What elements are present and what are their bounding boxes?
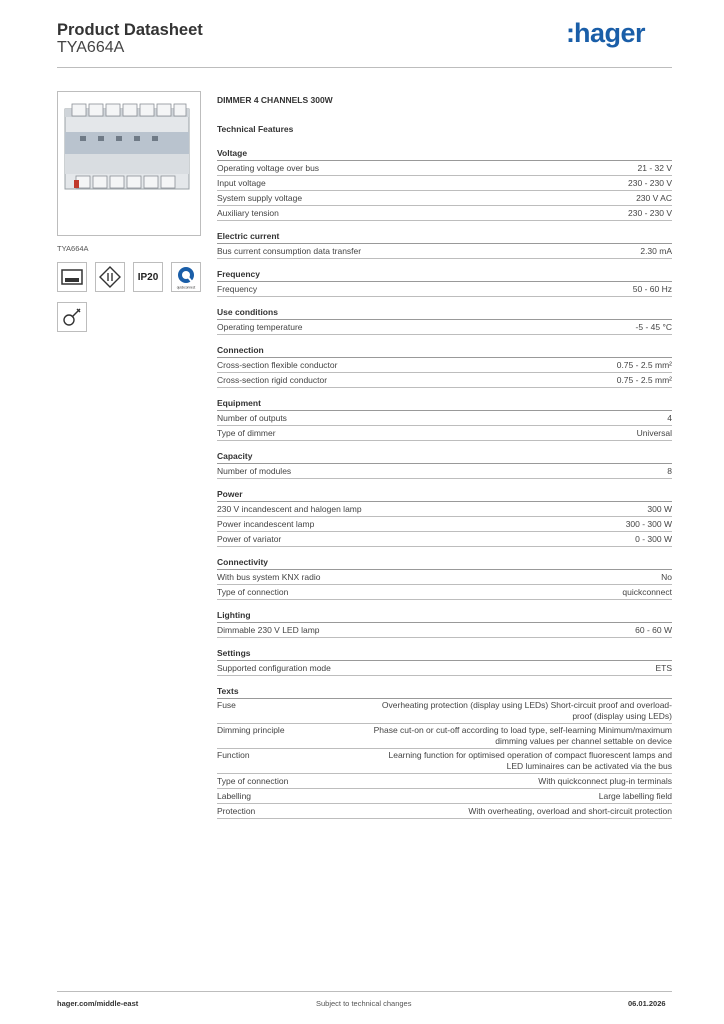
class-ii-insulation-icon: [95, 262, 125, 292]
spec-value: 230 V AC: [636, 193, 672, 203]
header-divider: [57, 67, 672, 68]
spec-label: Dimmable 230 V LED lamp: [217, 625, 320, 635]
spec-row: [217, 749, 672, 774]
spec-section: [217, 230, 672, 259]
spec-section: [217, 647, 672, 676]
spec-value: 300 W: [647, 504, 672, 514]
spec-value: 300 - 300 W: [625, 519, 672, 529]
spec-value: No: [661, 572, 672, 582]
spec-label: Number of outputs: [217, 413, 287, 423]
footer-divider: [57, 991, 672, 992]
spec-row: [217, 570, 672, 585]
features-heading: Technical Features: [217, 124, 294, 134]
spec-row: [217, 804, 672, 819]
dimmer-device-icon: [58, 92, 200, 235]
section-title: Capacity: [217, 450, 672, 464]
spec-label: Labelling: [217, 791, 252, 801]
spec-value: 8: [667, 466, 672, 476]
spec-label: Type of connection: [217, 776, 289, 786]
spec-value: 230 - 230 V: [628, 208, 672, 218]
spec-row: [217, 502, 672, 517]
product-image-label: TYA664A: [57, 244, 89, 253]
spec-label: Power of variator: [217, 534, 282, 544]
spec-section: [217, 147, 672, 221]
spec-label: Power incandescent lamp: [217, 519, 315, 529]
footer-notice: Subject to technical changes: [316, 999, 412, 1008]
spec-row: [217, 774, 672, 789]
spec-value: With overheating, overload and short-circuit protection: [468, 806, 672, 816]
spec-row: [217, 517, 672, 532]
spec-row: [217, 585, 672, 600]
spec-section: [217, 268, 672, 297]
spec-row: [217, 206, 672, 221]
spec-row: [217, 373, 672, 388]
hager-logo: [566, 18, 645, 49]
spec-value: 21 - 32 V: [637, 163, 672, 173]
spec-value: 60 - 60 W: [635, 625, 672, 635]
spec-value: Universal: [636, 428, 672, 438]
spec-label: Dimming principle: [217, 725, 285, 735]
spec-section: [217, 306, 672, 335]
spec-row: [217, 426, 672, 441]
spec-value: 0 - 300 W: [635, 534, 672, 544]
spec-value: With quickconnect plug-in terminals: [538, 776, 672, 786]
spec-value: 230 - 230 V: [628, 178, 672, 188]
section-title: Use conditions: [217, 306, 672, 320]
spec-value: Large labelling field: [598, 791, 672, 801]
spec-section: [217, 556, 672, 600]
quickconnect-label: quickconnect: [176, 285, 196, 290]
spec-label: With bus system KNX radio: [217, 572, 321, 582]
spec-row: [217, 176, 672, 191]
spec-row: [217, 699, 672, 724]
spec-row: [217, 161, 672, 176]
spec-section: [217, 344, 672, 388]
spec-label: Type of dimmer: [217, 428, 276, 438]
logo-colon: :: [566, 18, 574, 48]
spec-section: [217, 685, 672, 819]
spec-row: [217, 661, 672, 676]
spec-row: [217, 411, 672, 426]
spec-label: Input voltage: [217, 178, 266, 188]
product-name: DIMMER 4 CHANNELS 300W: [217, 95, 333, 105]
technical-specifications: [217, 95, 672, 828]
spec-label: System supply voltage: [217, 193, 303, 203]
spec-section: [217, 397, 672, 441]
spec-label: Number of modules: [217, 466, 292, 476]
spec-row: [217, 464, 672, 479]
spec-value: ETS: [655, 663, 672, 673]
ip20-label: IP20: [137, 271, 159, 283]
spec-value: Phase cut-on or cut-off according to load type, self-learning Minimum/maximum dimming values per channel settable on device: [373, 725, 672, 746]
spec-row: [217, 244, 672, 259]
spec-value: 2.30 mA: [640, 246, 672, 256]
product-image: [57, 91, 201, 236]
spec-value: -5 - 45 °C: [635, 322, 672, 332]
spec-label: Frequency: [217, 284, 258, 294]
spec-value: quickconnect: [622, 587, 672, 597]
spec-row: [217, 320, 672, 335]
spec-value: 4: [667, 413, 672, 423]
spec-label: Type of connection: [217, 587, 289, 597]
section-title: Settings: [217, 647, 672, 661]
ip20-badge: [133, 262, 163, 292]
spec-row: [217, 532, 672, 547]
knx-certification-icon: [57, 262, 87, 292]
spec-value: 0.75 - 2.5 mm²: [616, 360, 672, 370]
product-reference: TYA664A: [57, 39, 125, 56]
spec-row: [217, 724, 672, 749]
spec-section: [217, 450, 672, 479]
footer-date: 06.01.2026: [628, 999, 666, 1008]
spec-label: Cross-section flexible conductor: [217, 360, 338, 370]
section-title: Voltage: [217, 147, 672, 161]
spec-label: Fuse: [217, 700, 236, 710]
spec-row: [217, 789, 672, 804]
spec-value: 50 - 60 Hz: [632, 284, 672, 294]
section-title: Connection: [217, 344, 672, 358]
spec-value: 0.75 - 2.5 mm²: [616, 375, 672, 385]
spec-row: [217, 191, 672, 206]
spec-value: Learning function for optimised operation of compact fluorescent lamps and LED luminaires can be activated via the bus: [388, 750, 672, 771]
section-title: Connectivity: [217, 556, 672, 570]
spec-section: [217, 609, 672, 638]
quickconnect-icon: [171, 262, 201, 292]
spec-value: Overheating protection (display using LEDs) Short-circuit proof and overload-proof (display using LEDs): [381, 700, 672, 721]
spec-label: Function: [217, 750, 250, 760]
spec-label: Bus current consumption data transfer: [217, 246, 362, 256]
spec-label: Operating temperature: [217, 322, 303, 332]
spec-label: Protection: [217, 806, 256, 816]
section-title: Power: [217, 488, 672, 502]
footer-website: hager.com/middle-east: [57, 999, 139, 1008]
section-title: Electric current: [217, 230, 672, 244]
spec-sections: [217, 147, 672, 819]
logo-text: hager: [574, 18, 646, 48]
section-title: Equipment: [217, 397, 672, 411]
screwdriver-terminal-icon: [57, 302, 87, 332]
spec-label: Cross-section rigid conductor: [217, 375, 328, 385]
spec-label: 230 V incandescent and halogen lamp: [217, 504, 362, 514]
section-title: Lighting: [217, 609, 672, 623]
page-title: Product Datasheet: [57, 21, 203, 39]
spec-row: [217, 623, 672, 638]
spec-label: Auxiliary tension: [217, 208, 279, 218]
spec-row: [217, 358, 672, 373]
spec-label: Supported configuration mode: [217, 663, 331, 673]
spec-section: [217, 488, 672, 547]
spec-label: Operating voltage over bus: [217, 163, 320, 173]
section-title: Frequency: [217, 268, 672, 282]
section-title: Texts: [217, 685, 672, 699]
spec-row: [217, 282, 672, 297]
